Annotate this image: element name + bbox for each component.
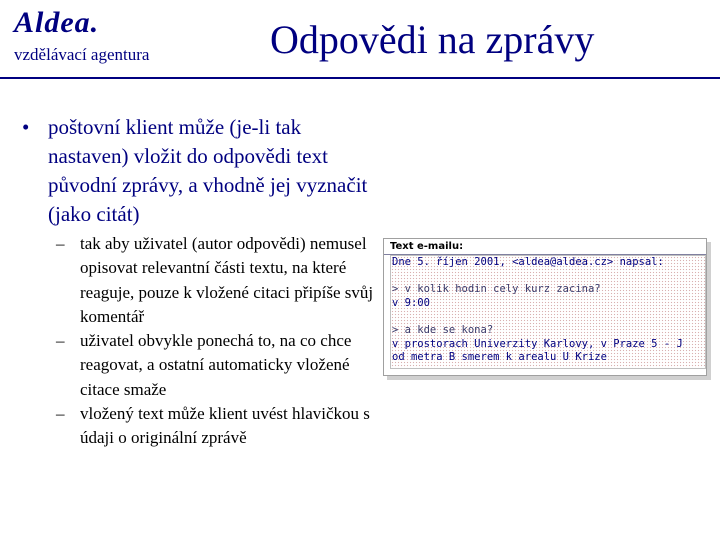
email-line: v prostorach Univerzity Karlovy, v Praze 5 - J — [392, 337, 683, 350]
sub-bullet-item — [56, 402, 378, 451]
sub-bullet-text: tak aby uživatel (autor odpovědi) nemusel opisovat relevantní části textu, na které reaguje, pouze k vložené citaci připíše svůj komentář — [80, 234, 374, 326]
email-line: v 9:00 — [392, 296, 430, 309]
email-text-area[interactable] — [390, 255, 706, 369]
main-bullet — [22, 113, 382, 229]
sub-bullet-list — [56, 232, 378, 451]
dash-icon: – — [56, 404, 65, 424]
email-line — [391, 270, 705, 284]
main-bullet-text: poštovní klient může (je-li tak nastaven) vložit do odpovědi text původní zprávy, a vhodně jej vyznačit (jako citát) — [48, 115, 368, 226]
email-text-panel — [383, 238, 707, 376]
sub-bullet-item — [56, 232, 378, 329]
email-line: Dne 5. říjen 2001, <aldea@aldea.cz> napsal: — [392, 256, 664, 268]
email-quoted-line: > v kolik hodin cely kurz zacina? — [392, 283, 601, 296]
email-panel-header: Text e-mailu: — [384, 239, 706, 255]
slide-title: Odpovědi na zprávy — [270, 17, 595, 62]
sub-bullet-item — [56, 329, 378, 402]
email-line — [391, 310, 705, 324]
aldea-logo: Aldea. — [14, 6, 100, 39]
bullet-icon: • — [22, 115, 30, 139]
agency-subtitle: vzdělávací agentura — [14, 45, 150, 64]
dash-icon: – — [56, 331, 65, 351]
sub-bullet-text: vložený text může klient uvést hlavičkou s údaji o originální zprávě — [80, 404, 370, 448]
sub-bullet-text: uživatel obvykle ponechá to, na co chce reagovat, a ostatní automaticky vložené citace smaže — [80, 331, 352, 399]
header-divider — [0, 77, 720, 79]
dash-icon: – — [56, 234, 65, 253]
email-line: od metra B smerem k arealu U Krize — [392, 351, 607, 364]
email-quoted-line: > a kde se kona? — [392, 323, 494, 336]
